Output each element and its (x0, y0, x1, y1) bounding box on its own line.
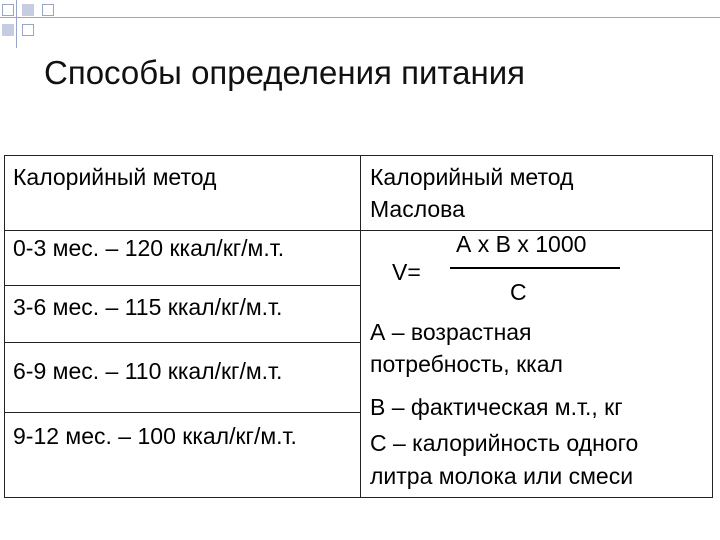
formula-lhs: V= (392, 259, 421, 285)
legend-line: А – возрастная (370, 319, 532, 345)
formula-numerator: А х В х 1000 (456, 231, 587, 257)
table-row: 9-12 мес. – 100 ккал/кг/м.т. (13, 423, 297, 449)
row-divider (5, 412, 360, 413)
column-divider (360, 156, 361, 497)
decor-square (22, 4, 34, 16)
table-row: 6-9 мес. – 110 ккал/кг/м.т. (13, 358, 283, 384)
formula-denominator: С (510, 279, 527, 305)
legend-line: В – фактическая м.т., кг (370, 394, 623, 420)
header-row-divider (5, 230, 712, 231)
row-divider (5, 342, 360, 343)
decor-square (42, 4, 54, 16)
fraction-bar (450, 267, 620, 269)
legend-line: литра молока или смеси (370, 463, 634, 489)
decor-square (22, 24, 34, 36)
left-header: Калорийный метод (13, 164, 217, 190)
row-divider (5, 285, 360, 286)
decor-vertical-line (16, 0, 17, 48)
decor-horizontal-line (0, 17, 720, 18)
decor-square (2, 4, 14, 16)
table-row: 0-3 мес. – 120 ккал/кг/м.т. (13, 235, 285, 261)
decor-square (2, 24, 14, 36)
decorative-header-pattern (0, 0, 720, 60)
right-header-line1: Калорийный метод (370, 164, 574, 190)
table-row: 3-6 мес. – 115 ккал/кг/м.т. (13, 294, 283, 320)
right-header-line2: Маслова (370, 196, 465, 222)
methods-table (4, 155, 713, 498)
legend-line: потребность, ккал (370, 351, 563, 377)
slide-title: Способы определения питания (44, 54, 526, 91)
legend-line: С – калорийность одного (370, 430, 639, 456)
